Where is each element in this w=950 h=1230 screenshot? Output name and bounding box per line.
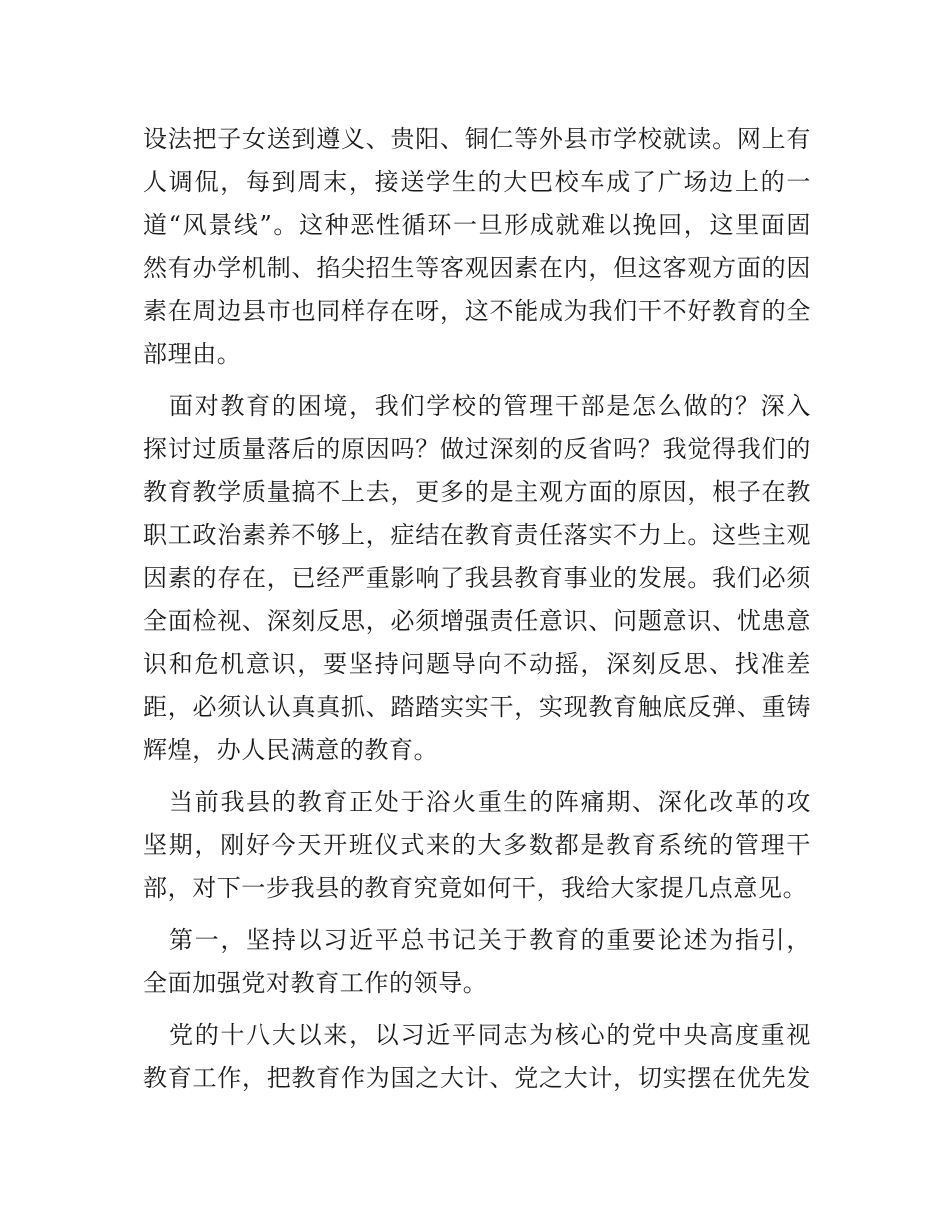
text-line: 设法把子女送到遵义、贵阳、铜仁等外县市学校就读。网上有 <box>143 125 811 153</box>
text-line: 然有办学机制、掐尖招生等客观因素在内，但这客观方面的因 <box>143 254 811 282</box>
text-line: 教育教学质量搞不上去，更多的是主观方面的原因，根子在教 <box>143 478 811 506</box>
text-line: 当前我县的教育正处于浴火重生的阵痛期、深化改革的攻 <box>169 788 811 816</box>
text-line: 道“风景线”。这种恶性循环一旦形成就难以挽回，这里面固 <box>143 211 811 239</box>
text-line: 面对教育的困境，我们学校的管理干部是怎么做的？深入 <box>169 392 811 420</box>
text-line: 第一，坚持以习近平总书记关于教育的重要论述为指引， <box>169 926 811 954</box>
paragraph-4-heading <box>143 919 811 1005</box>
text-line: 党的十八大以来，以习近平同志为核心的党中央高度重视 <box>169 1021 811 1049</box>
text-line: 辉煌，办人民满意的教育。 <box>143 736 439 764</box>
text-line: 素在周边县市也同样存在呀，这不能成为我们干不好教育的全 <box>143 297 811 325</box>
text-line: 全面加强党对教育工作的领导。 <box>143 969 488 997</box>
text-line: 职工政治素养不够上，症结在教育责任落实不力上。这些主观 <box>143 521 811 549</box>
text-line: 探讨过质量落后的原因吗？做过深刻的反省吗？我觉得我们的 <box>143 435 811 463</box>
text-line: 距，必须认认真真抓、踏踏实实干，实现教育触底反弹、重铸 <box>143 693 811 721</box>
paragraph-5 <box>143 1014 811 1100</box>
text-line: 识和危机意识，要坚持问题导向不动摇，深刻反思、找准差 <box>143 650 811 678</box>
document-body <box>143 118 811 1109</box>
paragraph-1 <box>143 118 811 376</box>
text-line: 教育工作，把教育作为国之大计、党之大计，切实摆在优先发 <box>143 1064 811 1092</box>
paragraph-2 <box>143 385 811 772</box>
text-line: 因素的存在，已经严重影响了我县教育事业的发展。我们必须 <box>143 564 811 592</box>
paragraph-3 <box>143 781 811 910</box>
text-line: 全面检视、深刻反思，必须增强责任意识、问题意识、忧患意 <box>143 607 811 635</box>
text-line: 部理由。 <box>143 340 242 368</box>
text-line: 人调侃，每到周末，接送学生的大巴校车成了广场边上的一 <box>143 168 811 196</box>
text-line: 部，对下一步我县的教育究竟如何干，我给大家提几点意见。 <box>143 874 808 902</box>
text-line: 坚期，刚好今天开班仪式来的大多数都是教育系统的管理干 <box>143 831 811 859</box>
